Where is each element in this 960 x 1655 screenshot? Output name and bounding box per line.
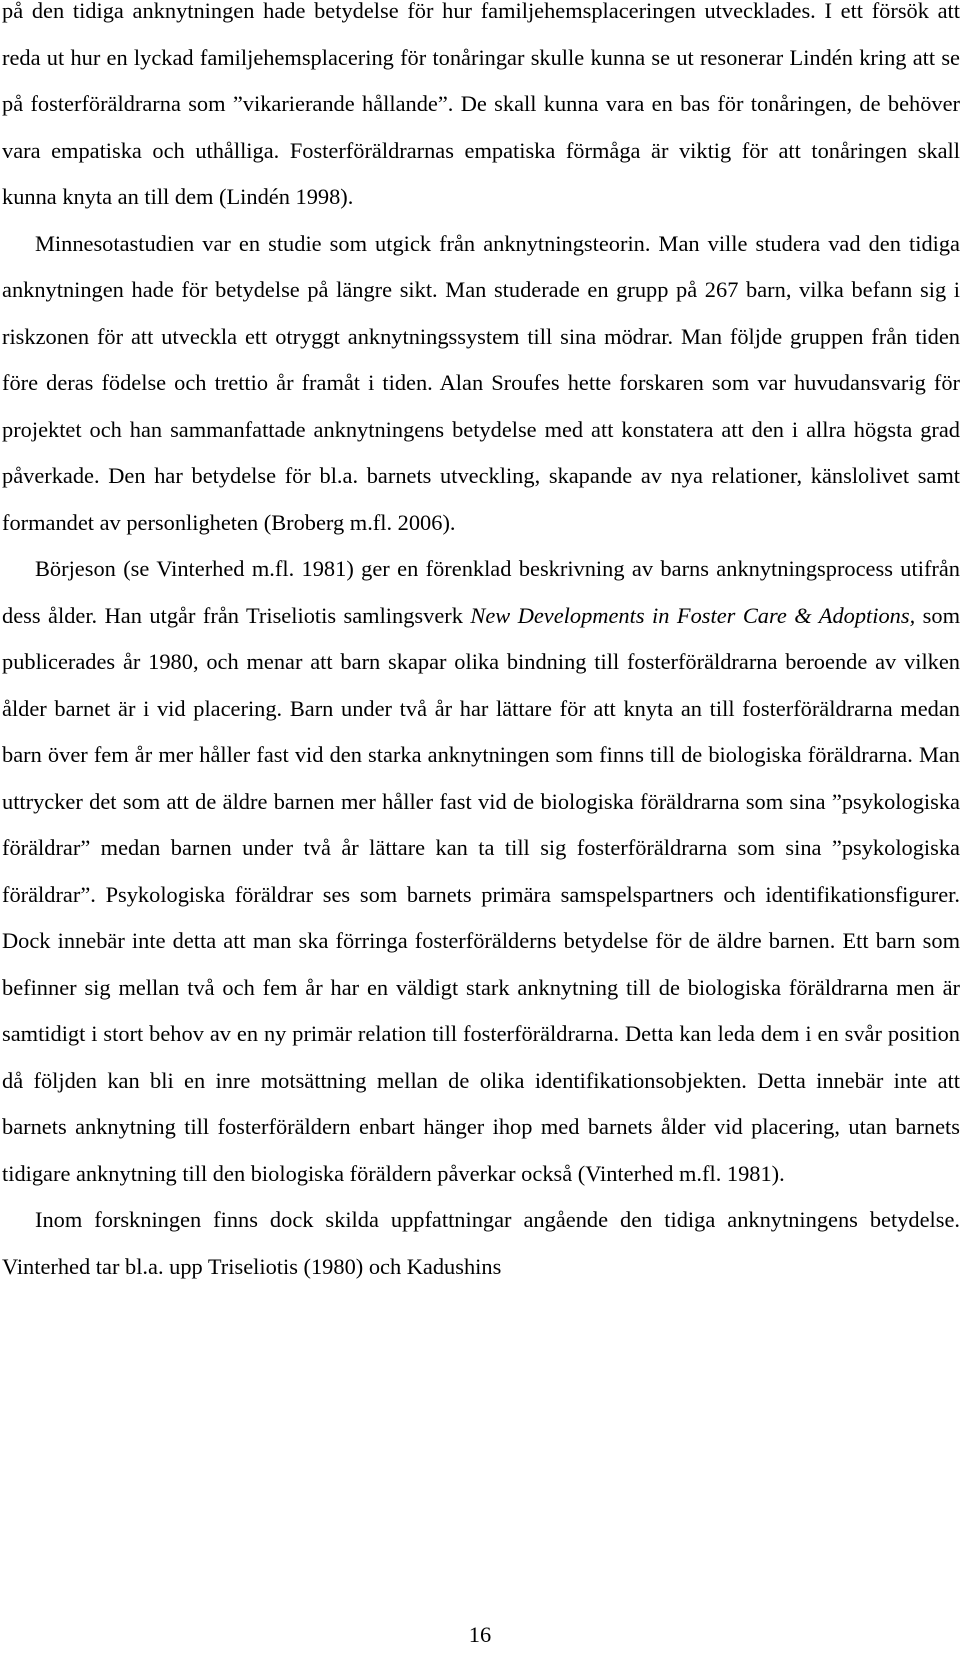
text-segment: Minnesotastudien var en studie som utgick från anknytningsteorin. Man ville studera vad den tidiga anknytningen hade för betydelse på längre sikt. Man studerade en grupp på 267 barn, vilka befann sig i riskzonen för att utveckla ett otryggt anknytningssystem till sina mödrar. Man följde gruppen från tiden före deras födelse och trettio år framåt i tiden. Alan Sroufes hette forskaren som var huvudansvarig för projektet och han sammanfattade anknytningens betydelse med att konstatera att den i allra högsta grad påverkade. Den har betydelse för bl.a. barnets utveckling, skapande av nya relationer, känslolivet samt formandet av personligheten (Broberg m.fl. 2006). — [2, 230, 960, 535]
paragraph — [2, 0, 960, 221]
paragraph — [2, 221, 960, 547]
text-segment: som publicerades år 1980, och menar att barn skapar olika bindning till fosterföräldrarna beroende av vilken ålder barnet är i vid placering. Barn under två år har lättare för att knyta an till fosterföräldrarna medan barn över fem år mer håller fast vid den starka anknytningen som finns till de biologiska föräldrarna. Man uttrycker det som att de äldre barnen mer håller fast vid de biologiska föräldrarna som sina ”psykologiska föräldrar” medan barnen under två år lättare kan ta till sig fosterföräldrarna som sina ”psykologiska föräldrar”. Psykologiska föräldrar ses som barnets primära samspelspartners och identifikationsfigurer. Dock innebär inte detta att man ska förringa fosterförälderns betydelse för de äldre barnen. Ett barn som befinner sig mellan två och fem år har en väldigt stark anknytning till de biologiska föräldrarna men är samtidigt i stort behov av en ny primär relation till fosterföräldrarna. Detta kan leda dem i en svår position då följden kan bli en inre motsättning mellan de olika identifikationsobjekten. Detta innebär inte att barnets anknytning till fosterföräldern enbart hänger ihop med barnets ålder vid placering, utan barnets tidigare anknytning till den biologiska föräldern påverkar också (Vinterhed m.fl. 1981). — [2, 602, 960, 1186]
paragraph — [2, 1197, 960, 1290]
text-segment: på den tidiga anknytningen hade betydelse för hur familjehemsplaceringen utvecklades. I ett försök att reda ut hur en lyckad familjehemsplacering för tonåringar skulle kunna se ut resonerar Lindén kring att se på fosterföräldrarna som ”vikarierande hållande”. De skall kunna vara en bas för tonåringen, de behöver vara empatiska och uthålliga. Fosterföräldrarnas empatiska förmåga är viktig för att tonåringen skall kunna knyta an till dem (Lindén 1998). — [2, 0, 960, 209]
text-segment: Inom forskningen finns dock skilda uppfattningar angående den tidiga anknytningens betydelse. Vinterhed tar bl.a. upp Triseliotis (1980) och Kadushins — [2, 1207, 960, 1279]
body-text — [2, 0, 960, 1290]
text-segment: Börjeson (se Vinterhed m.fl. 1981) ger en förenklad beskrivning av barns anknytningsprocess utifrån dess ålder. Han utgår från Triseliotis samlingsverk — [2, 556, 960, 628]
page-number: 16 — [468, 1622, 492, 1647]
book-title: New Developments in Foster Care & Adoptions, — [470, 602, 916, 628]
paragraph — [2, 546, 960, 1197]
